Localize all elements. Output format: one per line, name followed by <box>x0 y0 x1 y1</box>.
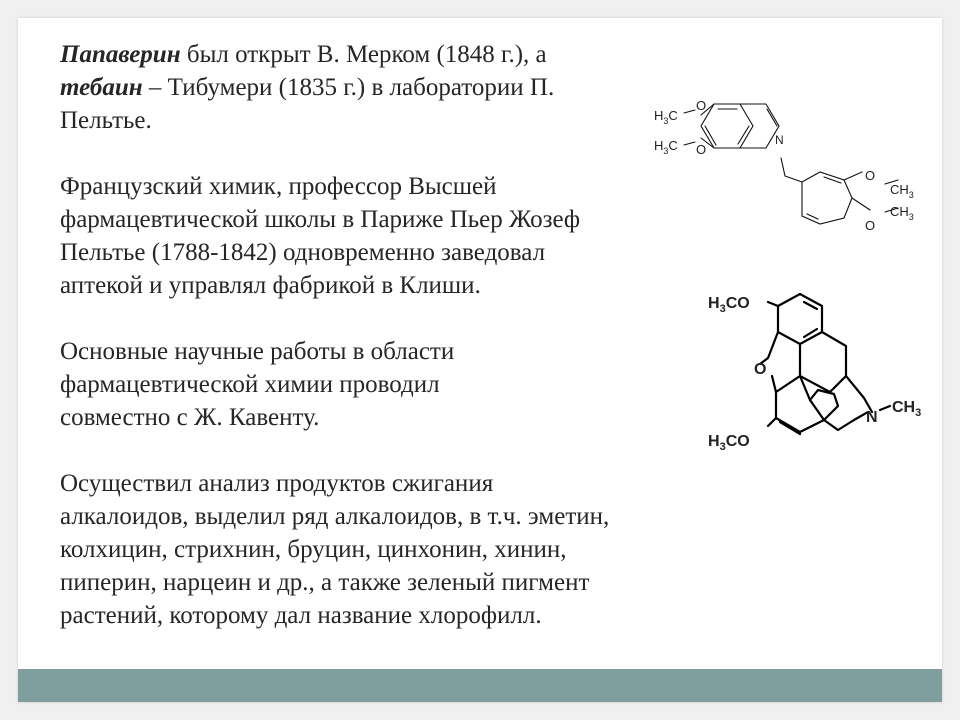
term-papaverine: Папаверин <box>60 41 181 68</box>
label-nitrogen: N <box>775 133 784 147</box>
label-n-methyl: $CH_3$ <box>892 399 922 419</box>
paragraph-alkaloids <box>60 467 700 632</box>
label-ch3-bottom: $CH_3$ <box>890 204 914 222</box>
text-line: Папаверин был открыт В. Мерком (1848 г.), а <box>60 41 547 68</box>
label-h3co-bottom: $H_3CO$ <box>708 433 750 453</box>
text-line: Пельтье (1788-1842) одновременно заведовал <box>60 239 546 266</box>
label-oxygen: O <box>865 168 876 183</box>
papaverine-structure <box>650 88 930 240</box>
label-ch3-top: $CH_3$ <box>890 182 914 200</box>
label-oxygen: O <box>696 142 707 157</box>
paragraph-discovery <box>60 38 700 137</box>
label-nitrogen: N <box>866 409 878 426</box>
text-line: алкалоидов, выделил ряд алкалоидов, в т.ч. эметин, <box>60 503 610 530</box>
label-oxygen: O <box>865 218 876 233</box>
text-line: пиперин, нарцеин и др., а также зеленый пигмент <box>60 569 590 596</box>
label-h3c-bottom: $H_3C$ <box>654 138 678 156</box>
text-line: тебаин – Тибумери (1835 г.) в лаборатории П. <box>60 74 555 101</box>
label-bridge-oxygen: O <box>754 361 767 378</box>
slide-footer-bar <box>18 669 942 702</box>
thebaine-structure <box>706 280 926 460</box>
text-line: Французский химик, профессор Высшей <box>60 173 497 200</box>
paragraph-biography <box>60 170 700 302</box>
text-line: фармацевтической школы в Париже Пьер Жозеф <box>60 206 581 233</box>
label-h3co-top: $H_3CO$ <box>708 295 750 315</box>
label-h3c-top: $H_3C$ <box>654 108 678 126</box>
paragraph-research <box>60 335 700 434</box>
papaverine-bonds <box>684 104 898 224</box>
text-line: растений, которому дал название хлорофилл. <box>60 602 542 629</box>
term-thebaine: тебаин <box>60 74 143 101</box>
text-line: Пельтье. <box>60 107 152 134</box>
text-line: Основные научные работы в области <box>60 338 455 365</box>
text-line: Осуществил анализ продуктов сжигания <box>60 470 494 497</box>
text-line: аптекой и управлял фабрикой в Клиши. <box>60 272 481 299</box>
label-oxygen: O <box>696 98 707 113</box>
papaverine-labels <box>654 98 914 233</box>
thebaine-labels <box>708 295 921 453</box>
text-line: совместно с Ж. Кавенту. <box>60 404 320 431</box>
text-line: фармацевтической химии проводил <box>60 371 440 398</box>
slide-body-text <box>60 38 700 632</box>
text-line: колхицин, стрихнин, бруцин, цинхонин, хинин, <box>60 536 567 563</box>
